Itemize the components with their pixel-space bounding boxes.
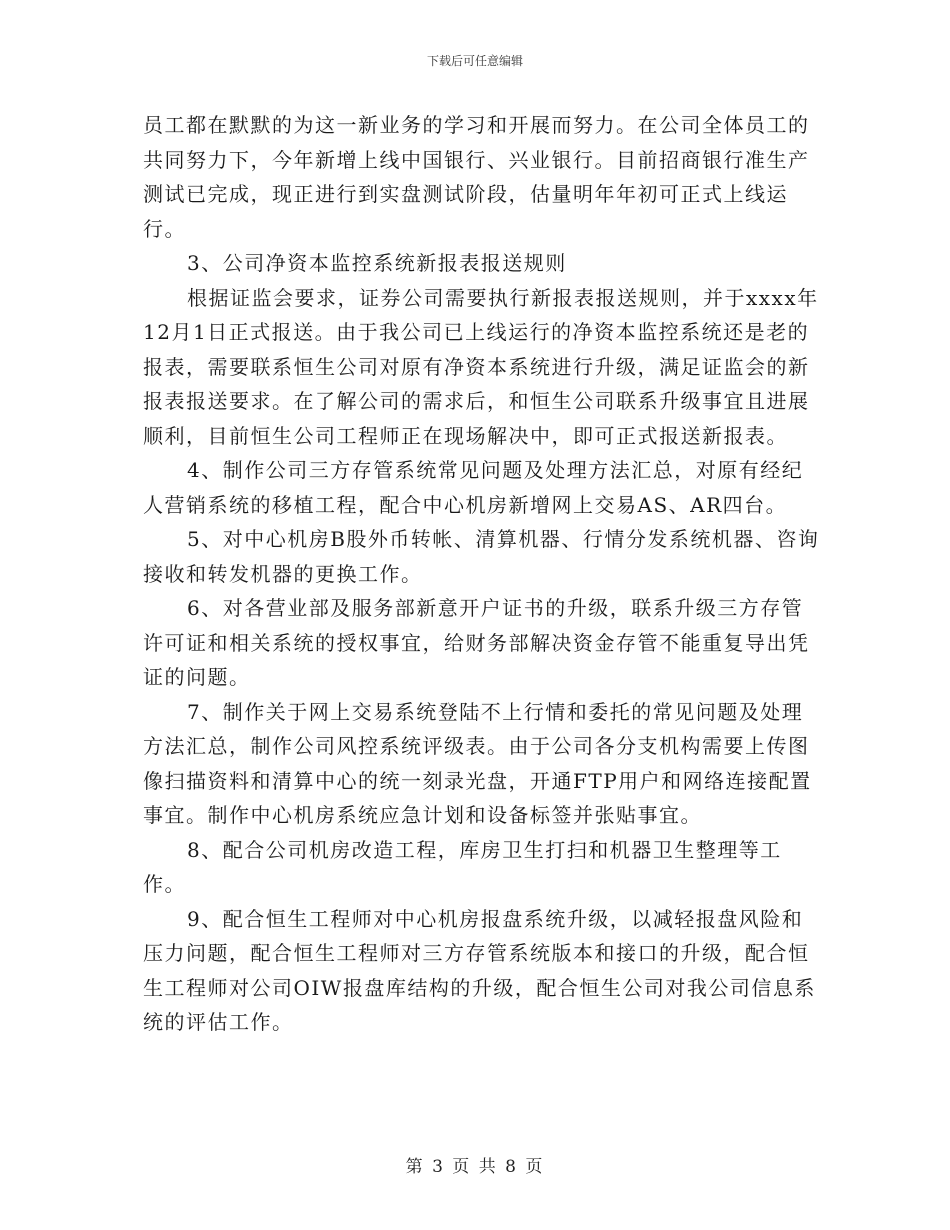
paragraph-item-6: 6、对各营业部及服务部新意开户证书的升级，联系升级三方存管许可证和相关系统的授权事宜，给财务部解决资金存管不能重复导出凭证的问题。 [143,596,810,689]
paragraph-item-3-body: 根据证监会要求，证券公司需要执行新报表报送规则，并于xxxx年12月1日正式报送。由于我公司已上线运行的净资本监控系统还是老的报表，需要联系恒生公司对原有净资本系统进行升级，满足证监会的新报表报送要求。在了解公司的需求后，和恒生公司联系升级事宜且进展顺利，目前恒生公司工程师正在现场解决中，即可正式报送新报表。 [143,285,819,448]
page-number: 第 3 页 共 8 页 [405,1157,545,1177]
paragraph-item-9: 9、配合恒生工程师对中心机房报盘系统升级，以减轻报盘风险和压力问题，配合恒生工程师对三方存管系统版本和接口的升级，配合恒生工程师对公司OIW报盘库结构的升级，配合恒生公司对我公司信息系统的评估工作。 [143,906,816,1034]
paragraph-item-4: 4、制作公司三方存管系统常见问题及处理方法汇总，对原有经纪人营销系统的移植工程，配合中心机房新增网上交易AS、AR四台。 [143,458,804,517]
paragraph-item-7: 7、制作关于网上交易系统登陆不上行情和委托的常见问题及处理方法汇总，制作公司风控系统评级表。由于公司各分支机构需要上传图像扫描资料和清算中心的统一刻录光盘，开通FTP用户和网络连接配置事宜。制作中心机房系统应急计划和设备标签并张贴事宜。 [143,699,812,827]
paragraph-item-8: 8、配合公司机房改造工程，库房卫生打扫和机器卫生整理等工作。 [143,837,782,896]
document-body [143,108,823,1040]
paragraph-continuation: 员工都在默默的为这一新业务的学习和开展而努力。在公司全体员工的共同努力下，今年新增上线中国银行、兴业银行。目前招商银行准生产测试已完成，现正进行到实盘测试阶段，估量明年年初可正式上线运行。 [143,113,810,241]
paragraph-item-5: 5、对中心机房B股外币转帐、清算机器、行情分发系统机器、咨询接收和转发机器的更换工作。 [143,527,820,586]
paragraph-item-3-heading: 3、公司净资本监控系统新报表报送规则 [187,251,567,275]
page-header: 下载后可任意编辑 [426,54,523,68]
